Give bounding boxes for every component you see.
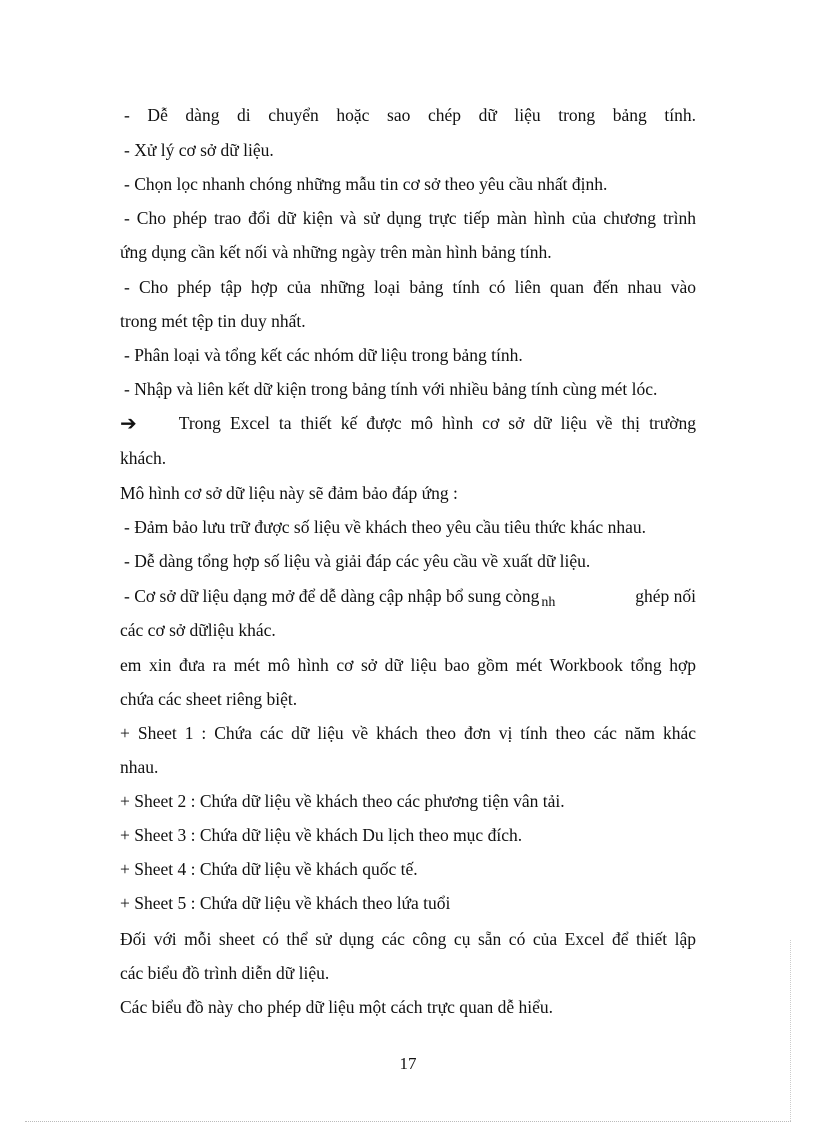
bullet-group-sheets-cont: trong mét tệp tin duy nhất.: [120, 311, 306, 331]
proposal-cont: chứa các sheet riêng biệt.: [120, 689, 298, 709]
bullet-filter-records: - Chọn lọc nhanh chóng những mẫu tin cơ sở theo yêu cầu nhất định.: [124, 174, 608, 194]
conclusion-cont: khách.: [120, 448, 167, 468]
bullet-group-sheets: - Cho phép tập hợp của những loại bảng tính có liên quan đến nhau vào: [124, 277, 696, 297]
page-border-bottom: [25, 1121, 791, 1122]
sheet-1-cont: nhau.: [120, 757, 159, 777]
bullet-exchange-data-cont: ứng dụng cần kết nối và những ngày trên màn hình bảng tính.: [120, 242, 552, 262]
bullet-storage: - Đảm bảo lưu trữ được số liệu về khách theo yêu cầu tiêu thức khác nhau.: [124, 517, 646, 537]
sheet-1: + Sheet 1 : Chứa các dữ liệu về khách theo đơn vị tính theo các năm khác: [120, 723, 696, 743]
tools-line: Đối với mỗi sheet có thể sử dụng các công cụ sẵn có của Excel để thiết lập: [120, 929, 696, 949]
bullet-open-db: [124, 585, 696, 610]
bullet-move-copy: - Dễ dàng di chuyển hoặc sao chép dữ liệu trong bảng tính.: [124, 105, 696, 125]
conclusion-line: [120, 412, 696, 434]
sheet-2: + Sheet 2 : Chứa dữ liệu về khách theo các phương tiện vân tải.: [120, 791, 565, 811]
bullet-link-data: - Nhập và liên kết dữ kiện trong bảng tính với nhiều bảng tính cùng mét lóc.: [124, 379, 658, 399]
sheet-3: + Sheet 3 : Chứa dữ liệu về khách Du lịch theo mục đích.: [120, 825, 523, 845]
sheet-4: + Sheet 4 : Chứa dữ liệu về khách quốc tế.: [120, 859, 418, 879]
page-number: 17: [399, 1054, 417, 1073]
open-db-cont: các cơ sở dữliệu khác.: [120, 620, 276, 640]
page-border-right: [790, 940, 791, 1121]
bullet-classify: - Phân loại và tổng kết các nhóm dữ liệu trong bảng tính.: [124, 345, 523, 365]
sheet-5: + Sheet 5 : Chứa dữ liệu về khách theo lứa tuổi: [120, 893, 451, 913]
tools-cont: các biểu đồ trình diễn dữ liệu.: [120, 963, 330, 983]
open-db-text: - Cơ sở dữ liệu dạng mở để dễ dàng cập nhập bổ sung còng $_{nh}$: [124, 586, 556, 610]
conclusion-text: Trong Excel ta thiết kế được mô hình cơ sở dữ liệu về thị trường: [178, 413, 696, 433]
closing-line: Các biểu đồ này cho phép dữ liệu một cách trực quan dễ hiểu.: [120, 997, 553, 1017]
open-db-text-end: ghép nối: [635, 586, 696, 606]
bullet-process-db: - Xử lý cơ sở dữ liệu.: [124, 140, 274, 160]
proposal-line: em xin đưa ra mét mô hình cơ sở dữ liệu bao gồm mét Workbook tổng hợp: [120, 655, 696, 675]
model-intro: Mô hình cơ sở dữ liệu này sẽ đảm bảo đáp ứng :: [120, 483, 458, 503]
open-db-subscript: nh: [541, 595, 556, 610]
bullet-summarize: - Dễ dàng tổng hợp số liệu và giải đáp các yêu cầu về xuất dữ liệu.: [124, 551, 591, 571]
right-arrow-icon: ➔: [120, 411, 137, 435]
bullet-exchange-data: - Cho phép trao đổi dữ kiện và sử dụng trực tiếp màn hình của chương trình: [124, 208, 696, 228]
